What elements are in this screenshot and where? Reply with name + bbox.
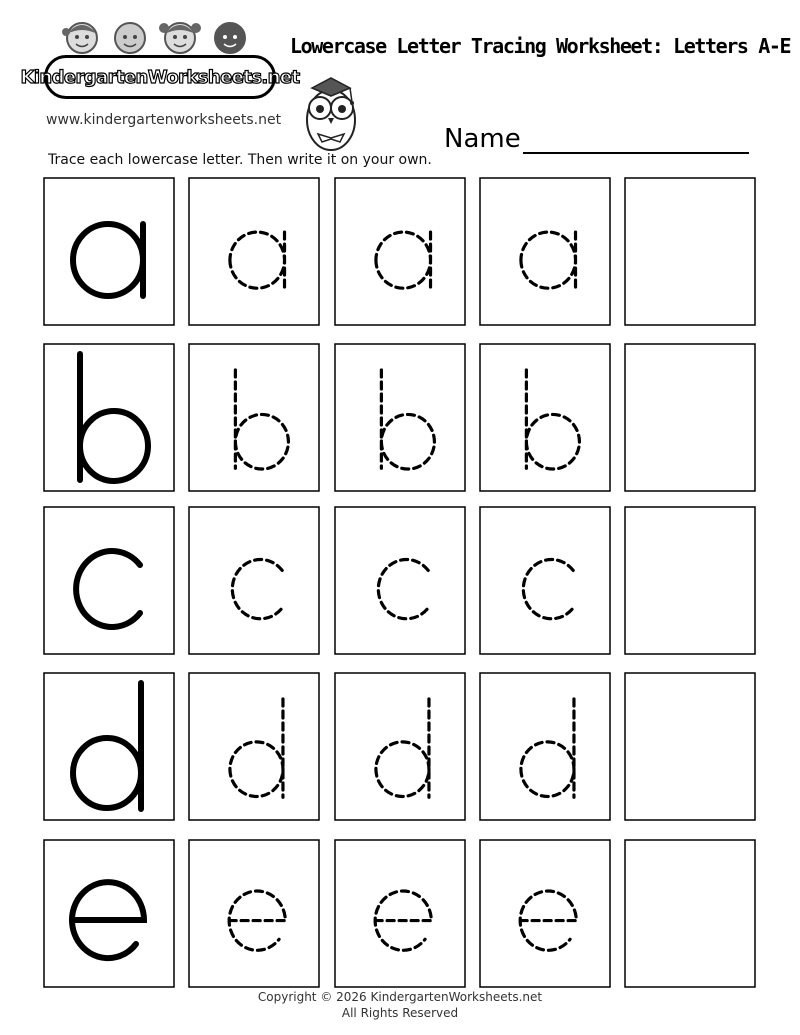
letter-box-a-3 [335,178,465,325]
letter-box-e-1 [44,840,174,987]
letter-box-b-5 [625,344,755,491]
letter-box-e-4 [480,840,610,987]
letter-box-d-1 [44,673,174,820]
letter-box-e-5 [625,840,755,987]
letter-box-b-1 [44,344,174,491]
letter-box-b-3 [335,344,465,491]
copyright-text: Copyright © 2026 KindergartenWorksheets.net [257,990,543,1004]
letter-box-a-1 [44,178,174,325]
letter-box-a-4 [480,178,610,325]
letter-box-c-2 [189,507,319,654]
letter-box-b-2 [189,344,319,491]
letter-box-c-4 [480,507,610,654]
letter-box-a-2 [189,178,319,325]
letter-box-b-4 [480,344,610,491]
letter-box-c-5 [625,507,755,654]
rights-text: All Rights Reserved [341,1006,459,1020]
letter-box-d-5 [625,673,755,820]
logo-text: KindergartenWorksheets.net [20,66,300,88]
page-title: Lowercase Letter Tracing Worksheet: Letters A-E [290,34,791,58]
site-url: www.kindergartenworksheets.net [46,112,282,128]
letter-box-e-3 [335,840,465,987]
letter-box-c-1 [44,507,174,654]
instructions-text: Trace each lowercase letter. Then write it on your own. [48,152,432,168]
letter-box-c-3 [335,507,465,654]
letter-box-a-5 [625,178,755,325]
name-label: Name [444,124,521,154]
footer [0,989,800,1021]
letter-box-e-2 [189,840,319,987]
